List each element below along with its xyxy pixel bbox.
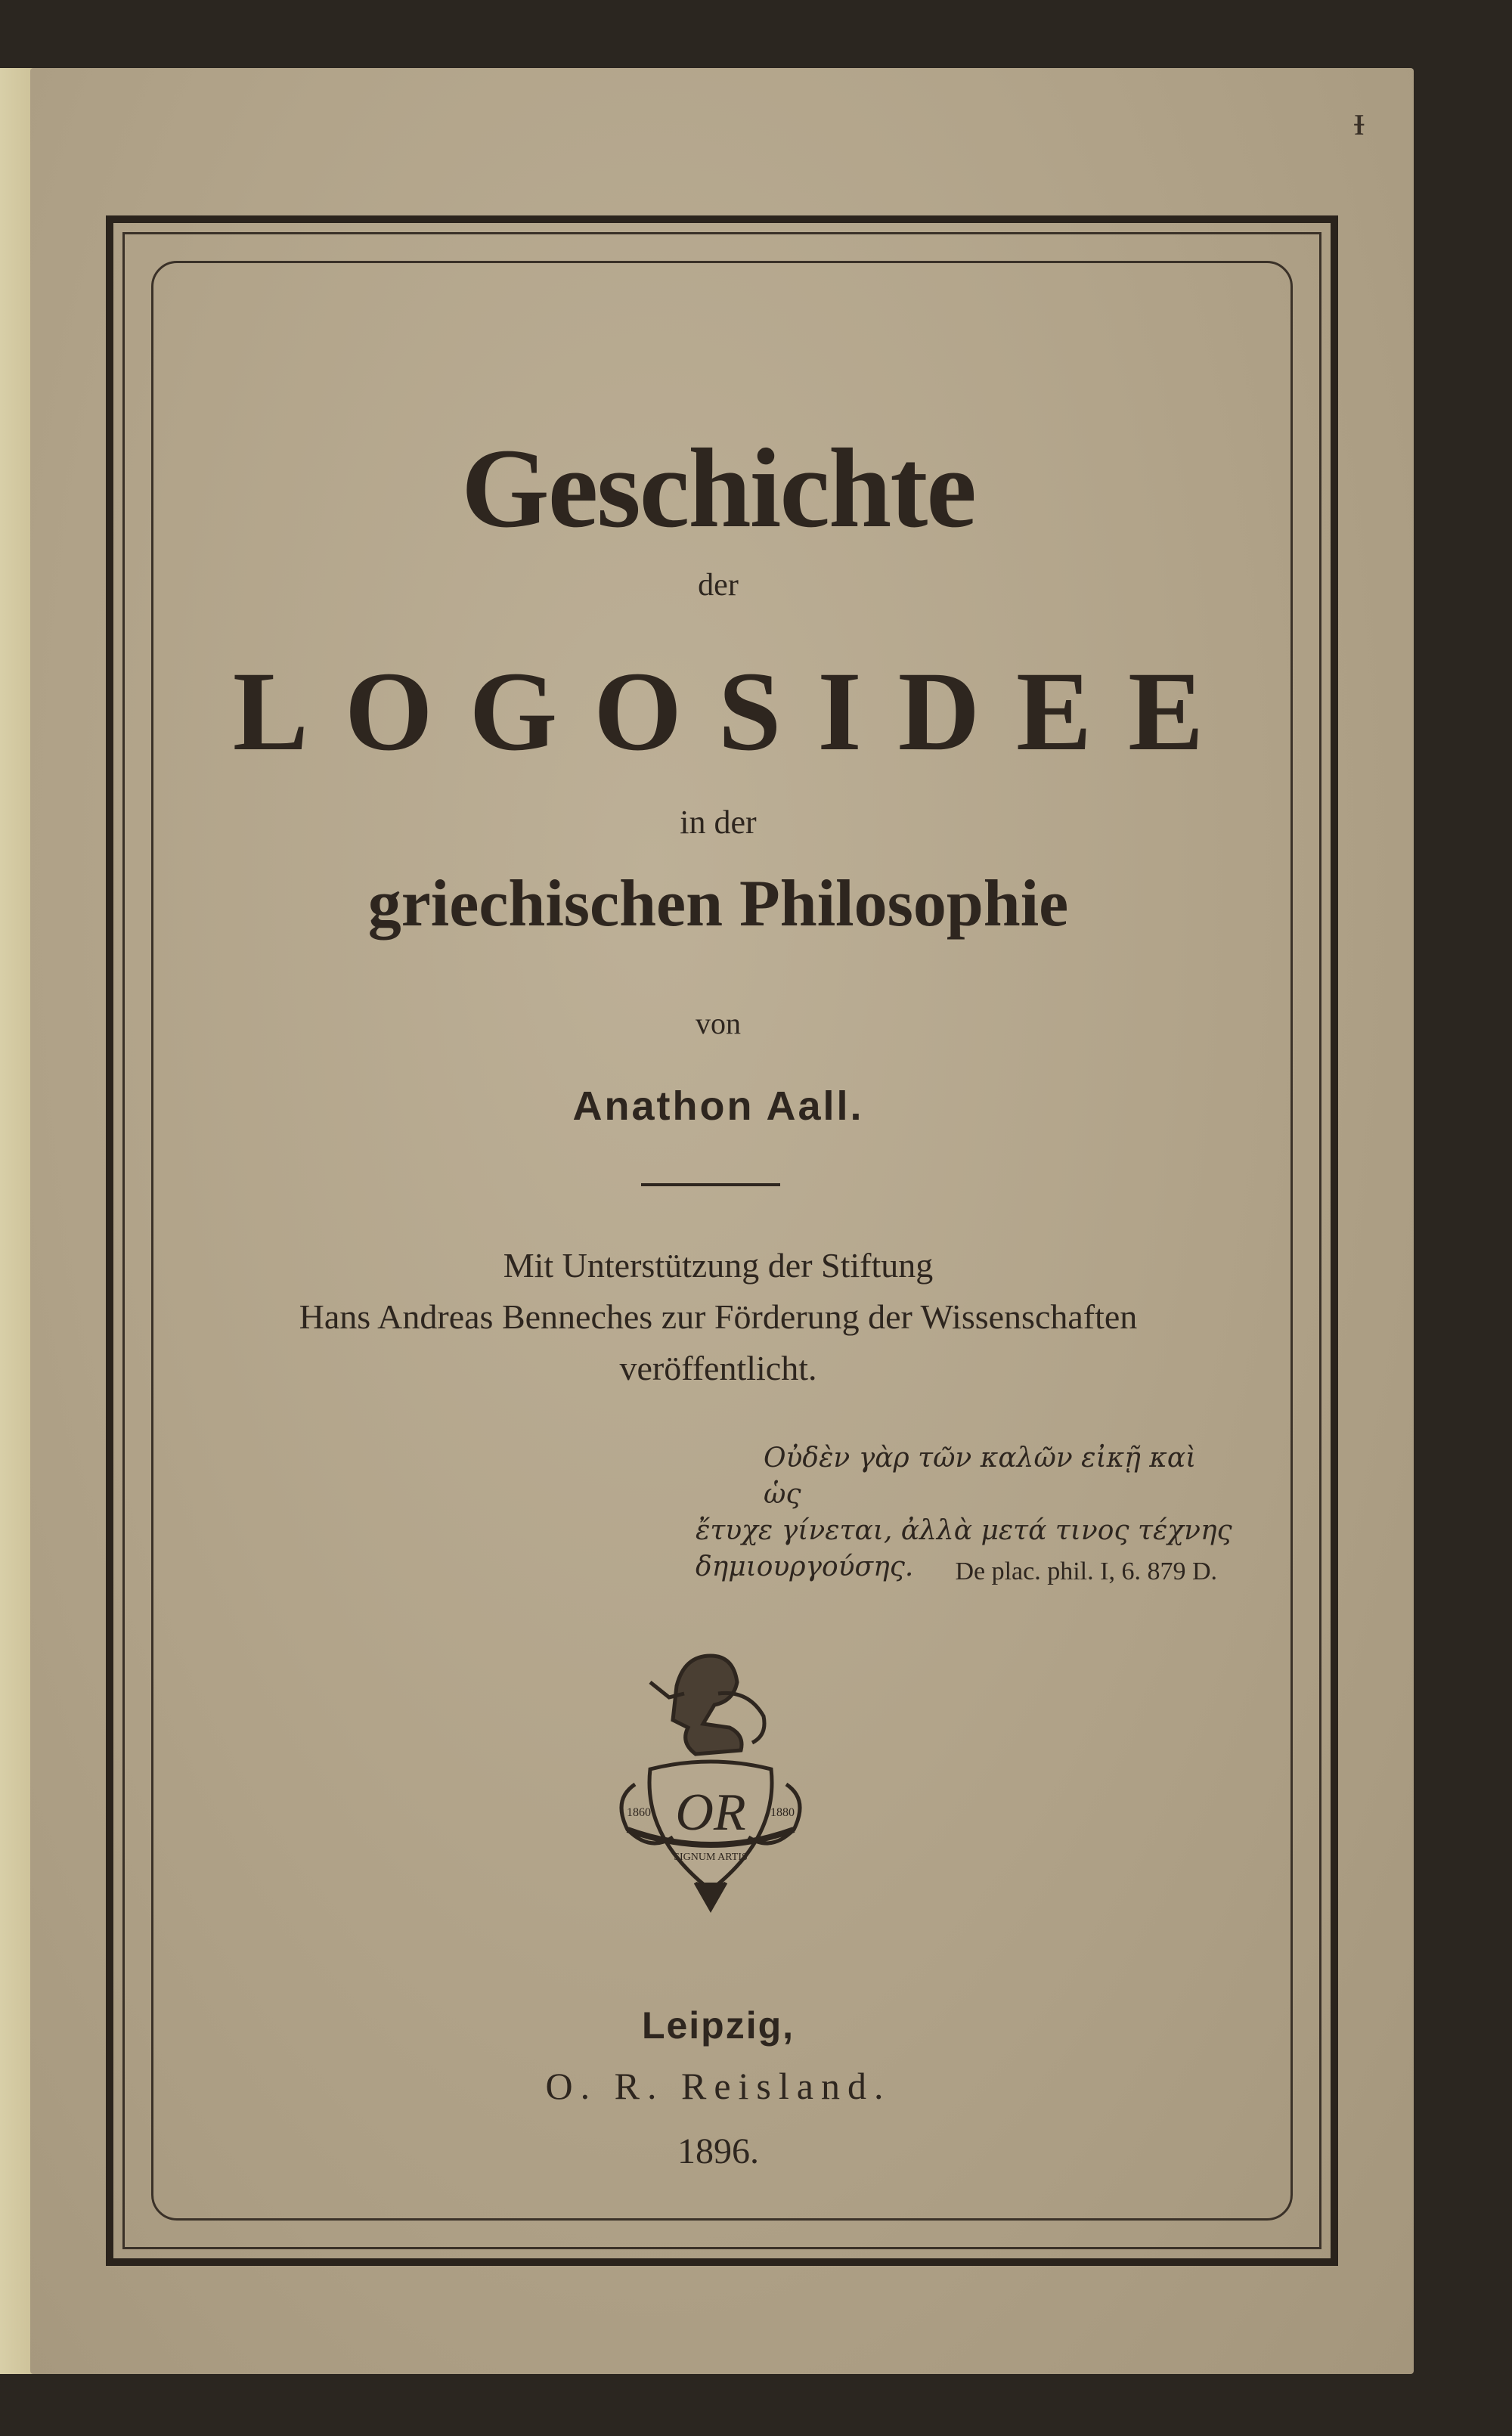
book-title: Geschichte: [461, 426, 975, 551]
emblem-monogram: OR: [675, 1784, 746, 1842]
divider-rule: [641, 1183, 780, 1186]
author-name: Anathon Aall.: [572, 1083, 864, 1129]
epigraph-source: De plac. phil. I, 6. 879 D.: [955, 1557, 1217, 1585]
publication-city: Leipzig,: [641, 2004, 795, 2047]
support-statement: [76, 1240, 1361, 1394]
publication-year: 1896.: [677, 2131, 759, 2171]
publisher-name: O. R. Reisland.: [545, 2065, 891, 2107]
title-connector-der: der: [698, 568, 739, 603]
emblem-right-year: 1880: [770, 1806, 795, 1819]
support-line: Hans Andreas Benneches zur Förderung der Wissenschaften: [299, 1297, 1138, 1336]
title-connector-in-der: in der: [680, 804, 757, 841]
book-subtitle: griechischen Philosophie: [367, 867, 1069, 941]
epigraph-line: ἔτυχε γίνεται, ἀλλὰ μετά τινος τέχνης: [696, 1515, 1232, 1546]
support-line: Mit Unterstützung der Stiftung: [503, 1246, 934, 1285]
support-line: veröffentlicht.: [619, 1349, 817, 1387]
book-title-emphasis: LOGOSIDEE: [232, 649, 1241, 774]
emblem-left-year: 1860: [627, 1806, 651, 1819]
author-prefix: von: [696, 1006, 741, 1040]
lion-crest-publisher-emblem-icon: [605, 1641, 816, 1920]
epigraph-line: δημιουργούσης.: [696, 1551, 914, 1582]
epigraph-line: Οὐδὲν γὰρ τῶν καλῶν εἰκῇ καὶ ὡς: [764, 1443, 1197, 1510]
corner-pencil-mark: ᵻ: [1353, 98, 1365, 144]
emblem-ribbon: SIGNUM ARTIS: [674, 1852, 748, 1863]
